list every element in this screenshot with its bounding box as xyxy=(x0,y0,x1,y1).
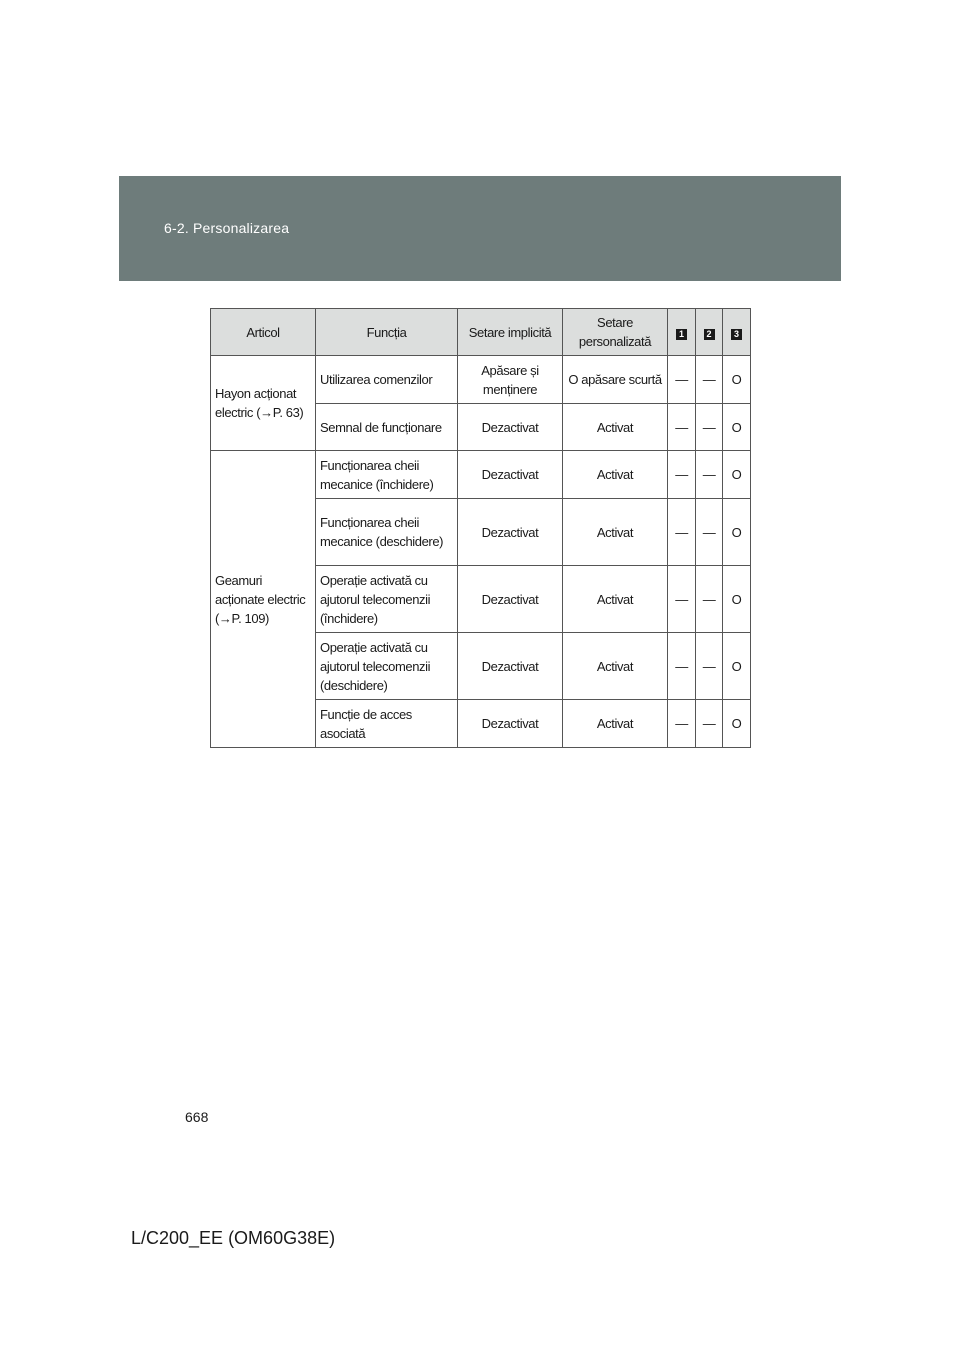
col2-cell: — xyxy=(696,356,723,404)
number-badge-1: 1 xyxy=(676,329,687,340)
col1-cell: — xyxy=(668,404,696,451)
custom-cell: Activat xyxy=(563,451,668,499)
col1-cell: — xyxy=(668,566,696,633)
col2-cell: — xyxy=(696,404,723,451)
default-cell: Dezactivat xyxy=(458,633,563,700)
function-cell: Funcționarea cheii mecanice (închidere) xyxy=(316,451,458,499)
section-title: 6-2. Personalizarea xyxy=(164,220,290,236)
default-cell: Dezactivat xyxy=(458,700,563,748)
column-header: Funcția xyxy=(316,309,458,356)
custom-cell: Activat xyxy=(563,499,668,566)
col1-cell: — xyxy=(668,356,696,404)
function-cell: Operație activată cu ajutorul telecomenzii (deschidere) xyxy=(316,633,458,700)
col2-cell: — xyxy=(696,499,723,566)
default-cell: Dezactivat xyxy=(458,499,563,566)
col3-cell: O xyxy=(723,566,751,633)
function-cell: Funcție de acces asociată xyxy=(316,700,458,748)
col2-cell: — xyxy=(696,451,723,499)
col1-cell: — xyxy=(668,499,696,566)
col3-cell: O xyxy=(723,451,751,499)
document-code: L/C200_EE (OM60G38E) xyxy=(131,1228,336,1248)
custom-cell: Activat xyxy=(563,566,668,633)
column-header: Setare implicită xyxy=(458,309,563,356)
custom-cell: Activat xyxy=(563,404,668,451)
table-row xyxy=(211,356,751,404)
number-badge-2: 2 xyxy=(704,329,715,340)
col3-cell: O xyxy=(723,404,751,451)
col3-cell: O xyxy=(723,356,751,404)
number-badge-3: 3 xyxy=(731,329,742,340)
custom-cell: Activat xyxy=(563,633,668,700)
function-cell: Operație activată cu ajutorul telecomenzii (închidere) xyxy=(316,566,458,633)
column-header: Setare personalizată xyxy=(563,309,668,356)
default-cell: Apăsare și menținere xyxy=(458,356,563,404)
table-header-row xyxy=(211,309,751,356)
custom-cell: Activat xyxy=(563,700,668,748)
item-cell: Hayon acționat electric (→P. 63) xyxy=(211,356,316,451)
item-cell: Geamuri acționate electric (→P. 109) xyxy=(211,451,316,748)
table-row xyxy=(211,451,751,499)
page-number: 668 xyxy=(185,1109,209,1125)
col3-cell: O xyxy=(723,633,751,700)
settings-table xyxy=(210,308,751,748)
col1-cell: — xyxy=(668,633,696,700)
col2-cell: — xyxy=(696,700,723,748)
col3-cell: O xyxy=(723,499,751,566)
column-header xyxy=(668,309,696,356)
default-cell: Dezactivat xyxy=(458,566,563,633)
function-cell: Semnal de funcționare xyxy=(316,404,458,451)
column-header xyxy=(723,309,751,356)
default-cell: Dezactivat xyxy=(458,404,563,451)
function-cell: Utilizarea comenzilor xyxy=(316,356,458,404)
column-header xyxy=(696,309,723,356)
col1-cell: — xyxy=(668,451,696,499)
col2-cell: — xyxy=(696,566,723,633)
col1-cell: — xyxy=(668,700,696,748)
col2-cell: — xyxy=(696,633,723,700)
default-cell: Dezactivat xyxy=(458,451,563,499)
col3-cell: O xyxy=(723,700,751,748)
function-cell: Funcționarea cheii mecanice (deschidere) xyxy=(316,499,458,566)
custom-cell: O apăsare scurtă xyxy=(563,356,668,404)
column-header: Articol xyxy=(211,309,316,356)
